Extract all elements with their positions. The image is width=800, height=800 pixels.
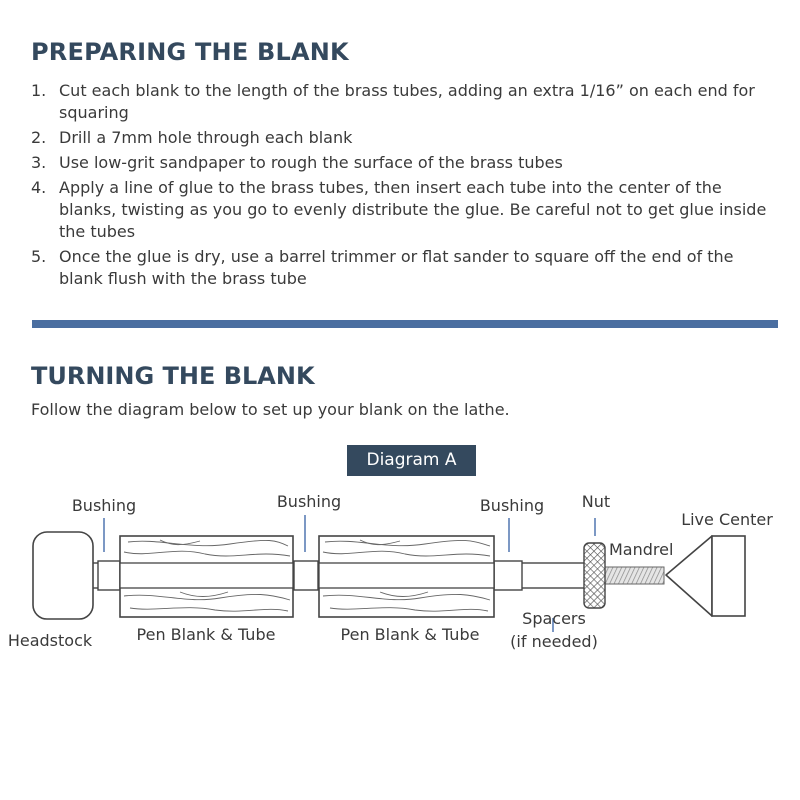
headstock — [33, 532, 93, 619]
step-text: Cut each blank to the length of the brass tubes, adding an extra 1/16” on each end for squaring — [59, 81, 755, 122]
step-text: Use low-grit sandpaper to rough the surface of the brass tubes — [59, 153, 563, 172]
label-bushing-left: Bushing — [71, 496, 137, 515]
pen-blank-1 — [120, 536, 293, 617]
label-spacers-note: (if needed) — [510, 632, 598, 651]
label-bushing-middle: Bushing — [276, 492, 342, 511]
bushing-left — [98, 561, 120, 590]
label-mandrel: Mandrel — [609, 540, 674, 559]
label-spacers: Spacers — [522, 609, 586, 628]
label-pen-blank-1: Pen Blank & Tube — [136, 625, 276, 644]
pen-blank-2 — [319, 536, 494, 617]
step-number: 3. — [31, 153, 47, 172]
step-text: Once the glue is dry, use a barrel trimmer or flat sander to square off the end of the blank flush with the brass tube — [59, 247, 734, 288]
label-bushing-right: Bushing — [479, 496, 545, 515]
label-headstock: Headstock — [7, 631, 93, 650]
list-item — [31, 127, 781, 149]
preparation-steps-list — [31, 80, 781, 293]
list-item — [31, 246, 781, 290]
live-center — [666, 536, 745, 616]
label-live-center: Live Center — [681, 510, 773, 529]
step-number: 2. — [31, 128, 47, 147]
brass-tube-1 — [120, 563, 293, 588]
list-item — [31, 152, 781, 174]
label-pen-blank-2: Pen Blank & Tube — [340, 625, 480, 644]
step-number: 5. — [31, 247, 47, 266]
section-divider — [32, 320, 778, 328]
step-number: 4. — [31, 178, 47, 197]
lathe-setup-diagram — [0, 480, 800, 670]
intro-text: Follow the diagram below to set up your blank on the lathe. — [31, 400, 510, 419]
step-text: Drill a 7mm hole through each blank — [59, 128, 353, 147]
brass-tube-2 — [319, 563, 494, 588]
step-text: Apply a line of glue to the brass tubes, then insert each tube into the center of the blanks, twisting as you go to evenly distribute the glue. Be careful not to get glue inside the tubes — [59, 178, 767, 241]
label-nut: Nut — [581, 492, 611, 511]
list-item — [31, 177, 781, 243]
knurled-nut — [584, 543, 605, 608]
mandrel-thread — [600, 567, 664, 584]
section-title-preparing: PREPARING THE BLANK — [31, 38, 349, 66]
section-title-turning: TURNING THE BLANK — [31, 362, 315, 390]
bushing-right — [494, 561, 522, 590]
diagram-title-badge: Diagram A — [347, 445, 476, 476]
bushing-middle — [294, 561, 318, 590]
step-number: 1. — [31, 81, 47, 100]
list-item — [31, 80, 781, 124]
